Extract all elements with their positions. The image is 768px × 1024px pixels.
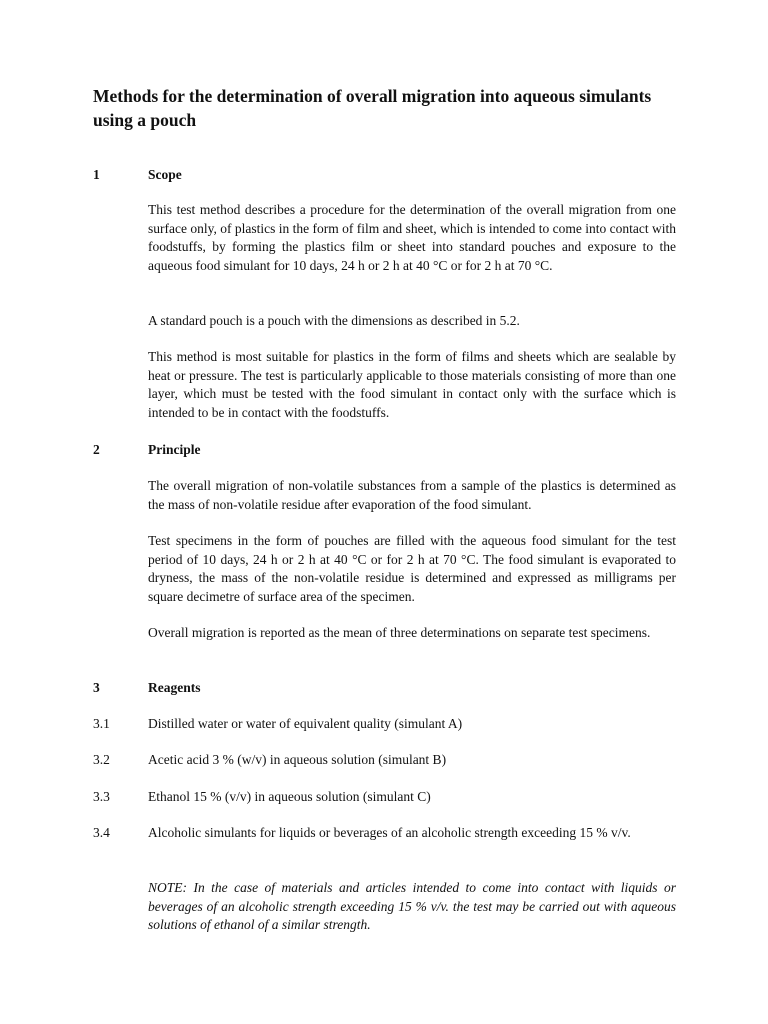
reagent-item-number: 3.3 — [93, 789, 110, 804]
section-2-heading: Principle — [148, 442, 201, 457]
reagent-item-text: Distilled water or water of equivalent quality (simulant A) — [148, 716, 463, 731]
reagents-note: NOTE: In the case of materials and articles intended to come into contact with liquids or beverages of an alcoholic strength exceeding 15 % v/v. the test may be carried out with aqueous solutions of ethanol of a similar strength. — [148, 880, 676, 933]
document-title: Methods for the determination of overall migration into aqueous simulants using a pouch — [93, 86, 652, 130]
reagent-item-number: 3.1 — [93, 716, 110, 731]
section-1-heading: Scope — [148, 167, 182, 182]
principle-paragraph-2: Test specimens in the form of pouches are filled with the aqueous food simulant for the test period of 10 days, 24 h or 2 h at 40 °C or for 2 h at 70 °C. The food simulant is evaporated to dryness, the mass of the non-volatile residue is determined and expressed as milligrams per square decimetre of surface area of the specimen. — [148, 533, 676, 604]
reagent-item-text: Ethanol 15 % (v/v) in aqueous solution (simulant C) — [148, 789, 431, 804]
reagent-item-text: Acetic acid 3 % (w/v) in aqueous solution (simulant B) — [148, 752, 447, 767]
section-2-number: 2 — [93, 442, 100, 457]
reagent-item-number: 3.4 — [93, 825, 110, 840]
section-1-number: 1 — [93, 167, 100, 182]
principle-paragraph-3: Overall migration is reported as the mean of three determinations on separate test specimens. — [148, 625, 651, 640]
reagent-item-number: 3.2 — [93, 752, 110, 767]
reagent-item-text: Alcoholic simulants for liquids or beverages of an alcoholic strength exceeding 15 % v/v. — [148, 825, 631, 840]
scope-paragraph-2: A standard pouch is a pouch with the dimensions as described in 5.2. — [148, 313, 520, 328]
scope-paragraph-1: This test method describes a procedure for the determination of the overall migration from one surface only, of plastics in the form of film and sheet, which is intended to come into contact with foodstuffs, by forming the plastics film or sheet into standard pouches and exposure to the aqueous food simulant for 10 days, 24 h or 2 h at 40 °C or for 2 h at 70 °C. — [148, 202, 676, 273]
principle-paragraph-1: The overall migration of non-volatile substances from a sample of the plastics is determined as the mass of non-volatile residue after evaporation of the food simulant. — [148, 478, 676, 512]
section-3-heading: Reagents — [148, 680, 201, 695]
section-3-number: 3 — [93, 680, 100, 695]
scope-paragraph-3: This method is most suitable for plastics in the form of films and sheets which are sealable by heat or pressure. The test is particularly applicable to those materials consisting of more than one layer, which must be tested with the food simulant in contact only with the surface which is intended to be in contact with the foodstuffs. — [148, 349, 676, 420]
